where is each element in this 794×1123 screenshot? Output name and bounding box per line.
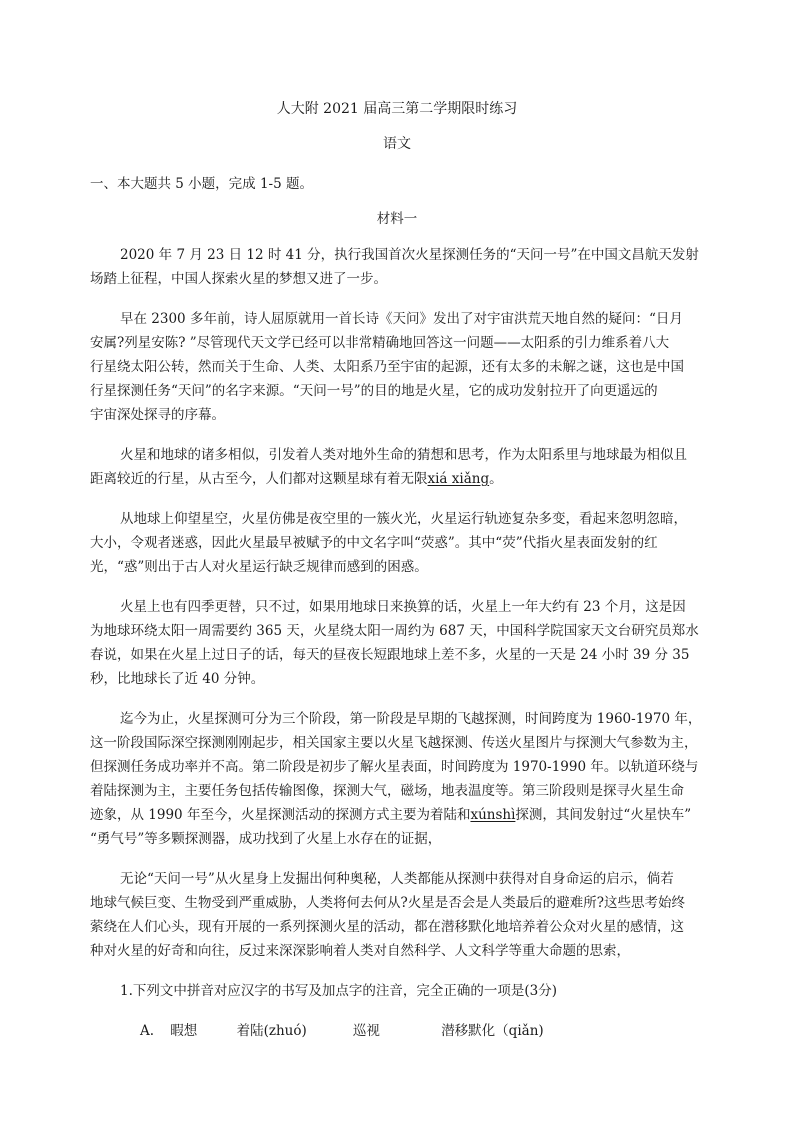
paragraph-3-line-1: 火星和地球的诸多相似，引发着人类对地外生命的猜想和思考，作为太阳系里与地球最为相似且 xyxy=(120,447,687,463)
paragraph-7-line-4: 种对火星的好奇和向往，反过来深深影响着人类对自然科学、人文科学等重大命题的思索， xyxy=(90,943,630,959)
paragraph-6-line-3: 但探测任务成功率并不高。第二阶段是初步了解火星表面，时间跨度为 1970-1990 年。以轨道环绕与 xyxy=(90,759,699,775)
paragraph-5-line-1: 火星上也有四季更替，只不过，如果用地球日来换算的话，火星上一年大约有 23 个月，这是因 xyxy=(120,599,686,615)
paragraph-3-text: 距离较近的行星，从古至今，人们都对这颗星球有着无限 xyxy=(90,471,428,487)
paragraph-2-line-4: 行星探测任务“天问”的名字来源。“天问一号”的目的地是火星，它的成功发射拉开了向更遥远的 xyxy=(90,383,658,399)
paragraph-2-line-2: 安属?列星安陈? ”尽管现代天文学已经可以非常精确地回答这一问题——太阳系的引力维系着八大 xyxy=(90,335,670,351)
option-a-item-4: 潜移默化（qiǎn) xyxy=(441,1023,544,1039)
paragraph-5-line-3: 春说，如果在火星上过日子的话，每天的昼夜长短跟地球上差不多，火星的一天是 24 小时 39 分 35 xyxy=(90,647,690,663)
document-title: 人大附 2021 届高三第二学期限时练习 xyxy=(276,101,518,117)
paragraph-5-line-2: 为地球环绕太阳一周需要约 365 天，火星绕太阳一周约为 687 天，中国科学院国家天文台研究员郑水 xyxy=(90,623,699,639)
paragraph-6-text: 迹象，从 1990 年至今，火星探测活动的探测方式主要为着陆和 xyxy=(90,807,471,823)
option-a-item-3: 巡视 xyxy=(352,1023,380,1039)
subject-title: 语文 xyxy=(383,136,411,152)
option-a-label: A. xyxy=(140,1023,155,1039)
paragraph-4-line-1: 从地球上仰望星空，火星仿佛是夜空里的一簇火光，火星运行轨迹复杂多变，看起来忽明忽暗， xyxy=(120,511,687,527)
paragraph-4-line-3: 光，“惑”则出于古人对火星运行缺乏规律而感到的困惑。 xyxy=(90,559,428,575)
paragraph-1-line-2: 场踏上征程，中国人探索火星的梦想又进了一步。 xyxy=(90,271,387,287)
option-a-item-1: 暇想 xyxy=(170,1023,198,1039)
paragraph-7-line-1: 无论“天问一号”从火星身上发掘出何种奥秘，人类都能从探测中获得对自身命运的启示，倘若 xyxy=(120,871,674,887)
paragraph-3-tail: 。 xyxy=(489,471,503,487)
paragraph-6-tail: 探测，其间发射过“火星快车” xyxy=(515,807,692,823)
paragraph-6-line-1: 迄今为止，火星探测可分为三个阶段，第一阶段是早期的飞越探测，时间跨度为 1960-1970 年， xyxy=(120,711,702,727)
section-heading: 一、本大题共 5 小题，完成 1-5 题。 xyxy=(90,176,313,192)
paragraph-1-line-1: 2020 年 7 月 23 日 12 时 41 分，执行我国首次火星探测任务的“天问一号”在中国文昌航天发射 xyxy=(120,247,699,263)
paragraph-4-line-2: 大小，令观者迷惑，因此火星最早被赋予的中文名字叫“荧惑”。其中“荧”代指火星表面发射的红 xyxy=(90,535,658,551)
paragraph-3-line-2 xyxy=(90,470,503,489)
paragraph-6-line-4: 着陆探测为主，主要任务包括传输图像，探测大气，磁场，地表温度等。第三阶段则是探寻火星生命 xyxy=(90,783,684,799)
paragraph-2-line-5: 宇宙深处探寻的序幕。 xyxy=(90,407,225,423)
question-1-option-a xyxy=(140,1022,544,1041)
paragraph-6-line-2: 这一阶段国际深空探测刚刚起步，相关国家主要以火星飞越探测、传送火星图片与探测大气参数为主， xyxy=(90,735,698,751)
paragraph-6-line-6: “勇气号”等多颗探测器，成功找到了火星上水存在的证据， xyxy=(90,831,442,847)
paragraph-2-line-1: 早在 2300 多年前，诗人屈原就用一首长诗《天问》发出了对宇宙洪荒天地自然的疑问：“日月 xyxy=(120,311,683,327)
option-a-item-2: 着陆(zhuó) xyxy=(236,1023,307,1039)
paragraph-5-line-4: 秒，比地球长了近 40 分钟。 xyxy=(90,671,265,687)
material-title: 材料一 xyxy=(376,211,418,227)
pinyin-blank-1: xiá xiǎng xyxy=(427,471,490,487)
paragraph-7-line-3: 萦绕在人们心头，现有开展的一系列探测火星的活动，都在潜移默化地培养着公众对火星的感情，这 xyxy=(90,919,684,935)
paragraph-6-line-5 xyxy=(90,806,691,825)
paragraph-2-line-3: 行星绕太阳公转，然而关于生命、人类、太阳系乃至宇宙的起源，还有太多的未解之谜，这也是中国 xyxy=(90,359,684,375)
pinyin-blank-2: xúnshì xyxy=(470,807,516,823)
paragraph-7-line-2: 地球气候巨变、生物受到严重威胁，人类将何去何从?火星是否会是人类最后的避难所?这些思考始终 xyxy=(90,895,685,911)
question-1-stem: 1.下列文中拼音对应汉字的书写及加点字的注音，完全正确的一项是(3分) xyxy=(120,983,558,999)
